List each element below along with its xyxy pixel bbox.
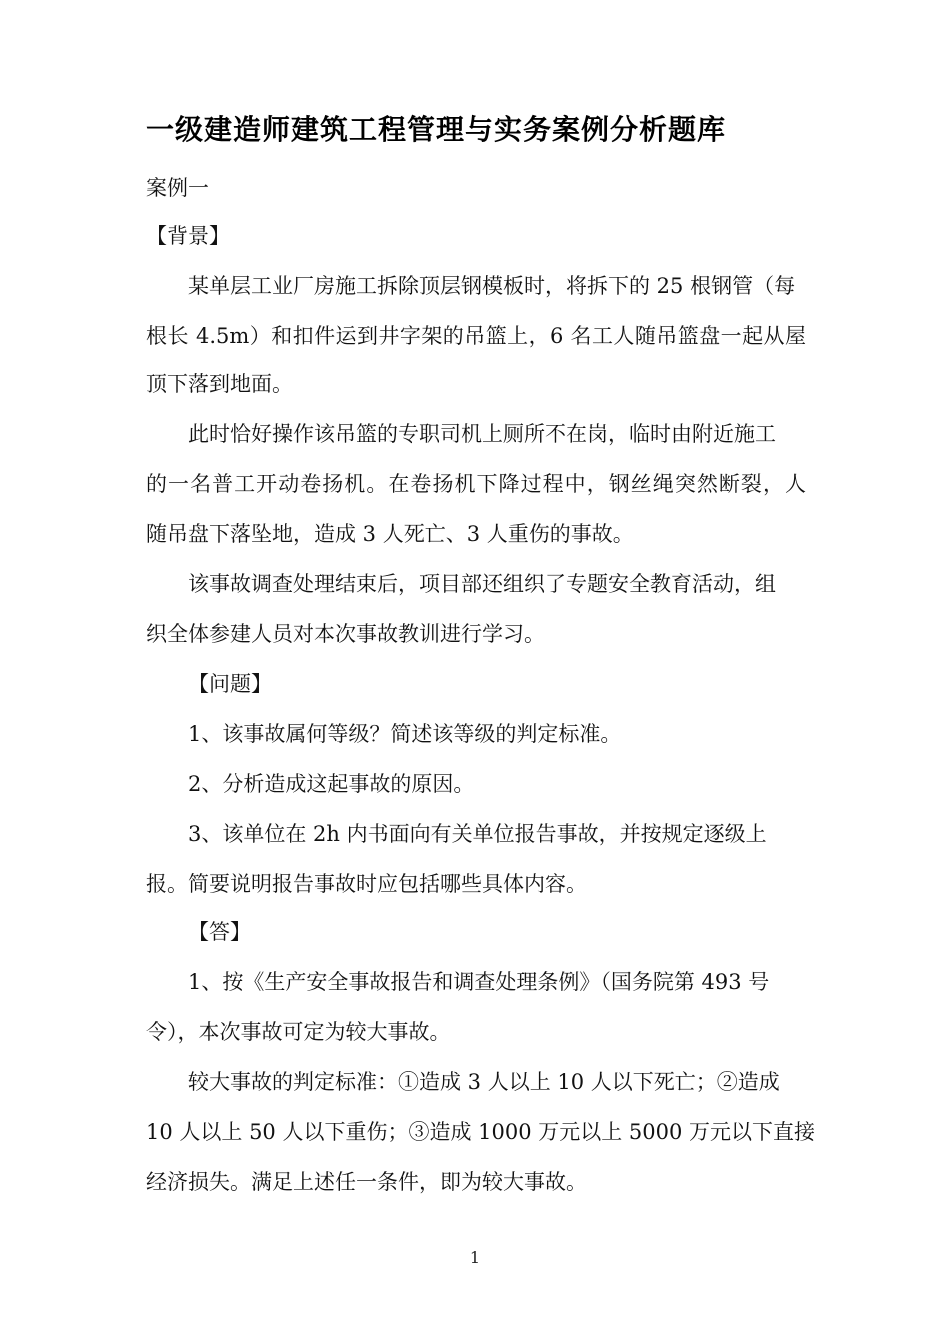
answer-1-line-2: 令），本次事故可定为较大事故。	[146, 1020, 451, 1044]
background-paragraph-2-line-3: 随吊盘下落坠地，造成 3 人死亡、3 人重伤的事故。	[146, 522, 634, 546]
answer-2-line-3: 经济损失。满足上述任一条件，即为较大事故。	[146, 1170, 587, 1194]
answers-heading: 【答】	[188, 920, 251, 944]
background-paragraph-2-line-2: 的一名普工开动卷扬机。在卷扬机下降过程中，钢丝绳突然断裂，人	[146, 472, 806, 496]
background-paragraph-2-line-1: 此时恰好操作该吊篮的专职司机上厕所不在岗，临时由附近施工	[188, 422, 776, 446]
document-title: 一级建造师建筑工程管理与实务案例分析题库	[146, 113, 727, 146]
background-paragraph-1-line-1: 某单层工业厂房施工拆除顶层钢模板时，将拆下的 25 根钢管（每	[188, 274, 796, 298]
answer-2-line-1: 较大事故的判定标准：①造成 3 人以上 10 人以下死亡；②造成	[188, 1070, 780, 1094]
question-1: 1、该事故属何等级？简述该等级的判定标准。	[188, 722, 622, 746]
case-label: 案例一	[146, 176, 209, 200]
background-heading: 【背景】	[146, 224, 230, 248]
question-3-line-1: 3、该单位在 2h 内书面向有关单位报告事故，并按规定逐级上	[188, 822, 767, 846]
page-number: 1	[469, 1248, 481, 1267]
questions-heading: 【问题】	[188, 672, 272, 696]
answer-1-line-1: 1、按《生产安全事故报告和调查处理条例》（国务院第 493 号	[188, 970, 770, 994]
question-3-line-2: 报。简要说明报告事故时应包括哪些具体内容。	[146, 872, 587, 896]
background-paragraph-1-line-3: 顶下落到地面。	[146, 372, 293, 396]
background-paragraph-1-line-2: 根长 4.5m）和扣件运到井字架的吊篮上，6 名工人随吊篮盘一起从屋	[146, 324, 806, 348]
answer-2-line-2: 10 人以上 50 人以下重伤；③造成 1000 万元以上 5000 万元以下直接	[146, 1120, 816, 1144]
background-paragraph-3-line-1: 该事故调查处理结束后，项目部还组织了专题安全教育活动，组	[188, 572, 776, 596]
question-2: 2、分析造成这起事故的原因。	[188, 772, 475, 796]
background-paragraph-3-line-2: 织全体参建人员对本次事故教训进行学习。	[146, 622, 545, 646]
